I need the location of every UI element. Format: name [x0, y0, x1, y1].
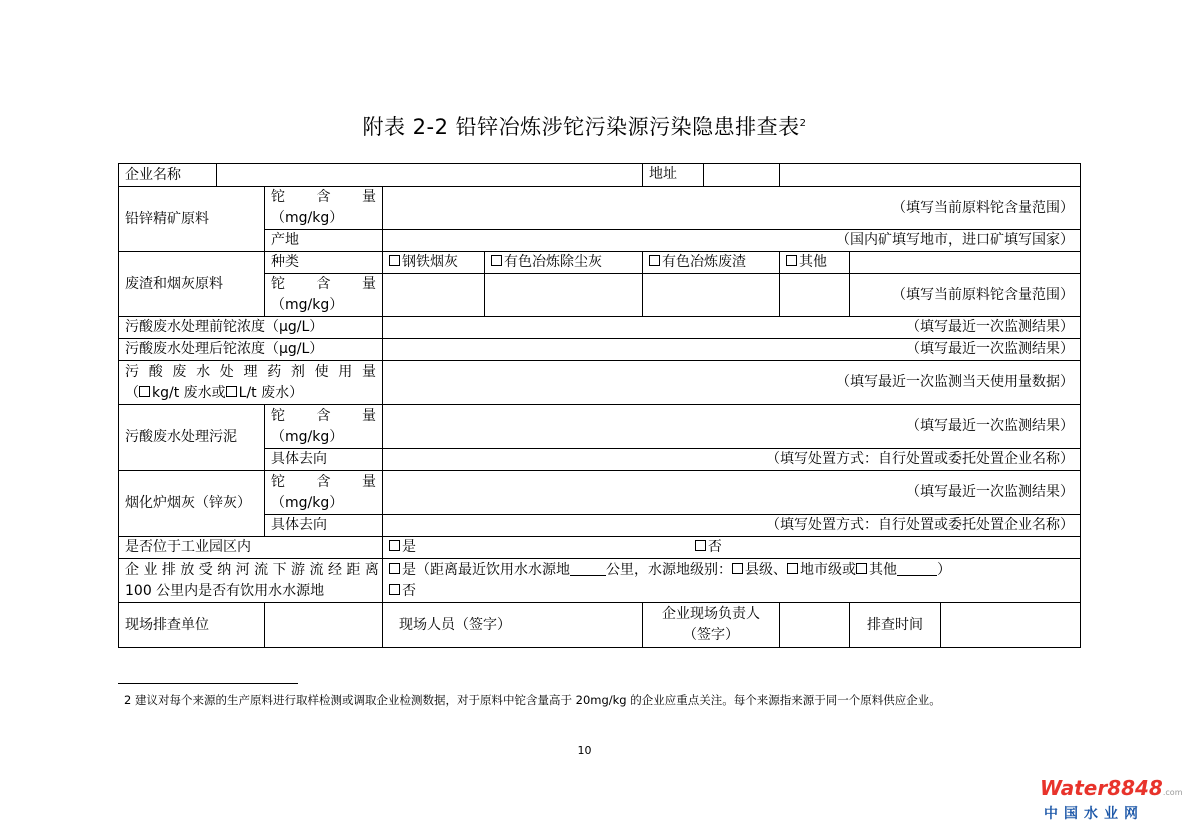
table-row: [119, 537, 1081, 559]
destination-hint: （填写处置方式：自行处置或委托处置企业名称）: [383, 515, 1081, 537]
fume-label: 烟化炉烟灰（锌灰）: [119, 471, 265, 537]
checkbox-icon[interactable]: [787, 563, 798, 574]
other-level-blank[interactable]: [897, 575, 937, 576]
inspect-time-label: 排查时间: [850, 603, 941, 647]
tl-content-label: 铊 含 量: [271, 407, 376, 424]
slag-label: 废渣和烟灰原料: [119, 252, 265, 317]
concentrate-label: 铅锌精矿原料: [119, 187, 265, 252]
tl-content-label: 铊 含 量: [271, 189, 376, 205]
river-options: 是（距离最近饮用水水源地 公里，水源地级别： 县级、 地市级或 其他 ） 否: [383, 559, 1081, 603]
destination-label: 具体去向: [265, 449, 383, 471]
checkbox-icon[interactable]: [389, 540, 400, 551]
destination-hint: （填写处置方式：自行处置或委托处置企业名称）: [383, 449, 1081, 471]
table-row: [119, 317, 1081, 339]
checkbox-icon[interactable]: [389, 584, 400, 595]
latest-result-hint: （填写最近一次监测结果）: [383, 339, 1081, 361]
type-option: 钢铁烟灰: [383, 252, 485, 274]
table-row: [119, 603, 1081, 648]
type-option: 有色冶炼废渣: [643, 252, 780, 274]
checkbox-icon[interactable]: [389, 255, 400, 266]
address-label: 地址: [643, 164, 704, 186]
tl-content-label: 铊 含 量: [271, 276, 376, 292]
inspection-table: [118, 163, 1081, 648]
park-label: 是否位于工业园区内: [119, 537, 383, 559]
inspector-label: 现场人员（签字）: [383, 603, 643, 648]
inspect-unit-label: 现场排查单位: [119, 603, 265, 648]
checkbox-icon[interactable]: [732, 563, 743, 574]
latest-result-hint: （填写最近一次监测结果）: [383, 317, 1081, 339]
checkbox-icon[interactable]: [226, 386, 237, 397]
footnote-rule: [118, 683, 298, 684]
table-row: [119, 559, 1081, 603]
company-name-label: 企业名称: [119, 164, 217, 187]
origin-label: 产地: [265, 230, 383, 252]
type-option: 有色冶炼除尘灰: [485, 252, 643, 274]
table-row: 烟化炉烟灰（锌灰） 铊 含 量 （mg/kg） （填写最近一次监测结果）: [119, 471, 1081, 515]
origin-hint: （国内矿填写地市，进口矿填写国家）: [383, 230, 1081, 252]
checkbox-icon[interactable]: [649, 255, 660, 266]
type-label: 种类: [265, 252, 383, 274]
raw-tl-range-hint: （填写当前原料铊含量范围）: [850, 274, 1081, 317]
table-row: [119, 164, 1081, 187]
table-row: [119, 361, 1081, 405]
river-label: 企 业 排 放 受 纳 河 流 下 游 流 经 距 离 100 公里内是否有饮用水水源地: [119, 559, 383, 603]
table-row: 铅锌精矿原料 铊 含 量 （mg/kg） （填写当前原料铊含量范围）: [119, 187, 1081, 230]
checkbox-icon[interactable]: [856, 563, 867, 574]
checkbox-icon[interactable]: [786, 255, 797, 266]
checkbox-icon[interactable]: [389, 563, 400, 574]
company-name-value: [217, 164, 643, 187]
page-number: 10: [577, 744, 592, 757]
raw-tl-range-hint: （填写当前原料铊含量范围）: [383, 187, 1081, 230]
table-row: [119, 339, 1081, 361]
distance-blank[interactable]: [570, 575, 606, 576]
park-options: 是 否: [383, 537, 1081, 559]
acid-before-label: 污酸废水处理前铊浓度（μg/L）: [119, 317, 383, 339]
type-option: 其他: [780, 252, 850, 274]
tl-content-label: 铊 含 量: [271, 473, 376, 490]
manager-label: 企业现场负责人 （签字）: [643, 603, 780, 648]
footnote: 2 建议对每个来源的生产原料进行取样检测或调取企业检测数据，对于原料中铊含量高于 20mg/kg 的企业应重点关注。每个来源指来源于同一个原料供应企业。: [124, 693, 941, 707]
page-title: 附表 2-2 铅锌冶炼涉铊污染源污染隐患排查表$^2$: [362, 115, 807, 139]
dosage-label: 污 酸 废 水 处 理 药 剂 使 用 量 （ kg/t 废水或 L/t 废水）: [119, 361, 383, 405]
checkbox-icon[interactable]: [139, 386, 150, 397]
table-row: 铊 含 量 （mg/kg） （填写当前原料铊含量范围）: [119, 274, 1081, 317]
footnote-ref: 2: [799, 118, 807, 129]
watermark-logo: Water8848.com 中国水业网: [1040, 776, 1183, 822]
checkbox-icon[interactable]: [695, 540, 706, 551]
latest-result-hint: （填写最近一次监测结果）: [383, 405, 1081, 449]
dosage-hint: （填写最近一次监测当天使用量数据）: [383, 361, 1081, 405]
address-value: [780, 164, 1081, 187]
latest-result-hint: （填写最近一次监测结果）: [383, 471, 1081, 515]
table-row: [119, 252, 1081, 274]
destination-label: 具体去向: [265, 515, 383, 537]
sludge-label: 污酸废水处理污泥: [119, 405, 265, 471]
table-row: 污酸废水处理污泥 铊 含 量 （mg/kg） （填写最近一次监测结果）: [119, 405, 1081, 449]
acid-after-label: 污酸废水处理后铊浓度（μg/L）: [119, 339, 383, 361]
checkbox-icon[interactable]: [491, 255, 502, 266]
